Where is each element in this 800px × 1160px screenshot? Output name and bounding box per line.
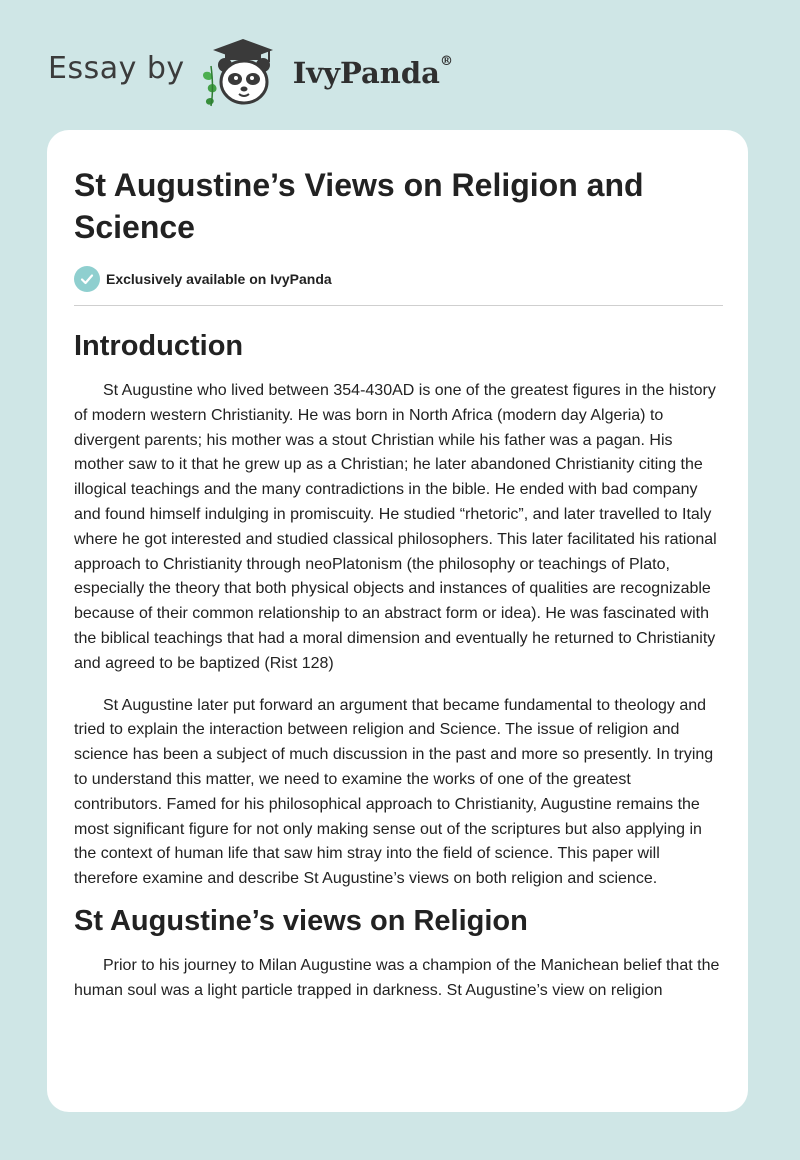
- article-title: St Augustine’s Views on Religion and Science: [74, 167, 644, 245]
- check-icon: [74, 266, 100, 292]
- panda-logo-icon: [199, 36, 289, 108]
- section-heading-introduction: Introduction: [74, 330, 244, 362]
- brand-name: IvyPanda®: [292, 54, 453, 90]
- brand-prefix: Essay by: [48, 50, 185, 86]
- divider: [74, 305, 723, 306]
- exclusive-badge: [74, 266, 723, 292]
- badge-text: Exclusively available on IvyPanda: [106, 271, 332, 287]
- section-heading-religion: St Augustine’s views on Religion: [74, 904, 528, 937]
- paragraph: St Augustine later put forward an argument that became fundamental to theology and tried to explain the interaction between religion and Science. The issue of religion and science has been a subject of much discussion in the past and more so presently. In trying to understand this matter, we need to examine the works of one of the greatest contributors. Famed for his philosophical approach to Christianity, Augustine remains the most significant figure for not only making sense out of the scriptures but also applying in the context of human life that saw him stray into the field of science. This paper will therefore examine and describe St Augustine’s views on both religion and science.: [74, 696, 714, 888]
- registered-mark: ®: [439, 54, 453, 69]
- article-content: [74, 164, 723, 1004]
- brand-header: [48, 36, 453, 108]
- paragraph: St Augustine who lived between 354-430AD is one of the greatest figures in the history of modern western Christianity. He was born in North Africa (modern day Algeria) to divergent parents; his mother was a stout Christian while his father was a pagan. His mother saw to it that he grew up as a Christian; he later abandoned Christianity citing the illogical teachings and the many contradictions in the bible. He ended with bad company and found himself indulging in promiscuity. He studied “rhetoric”, and later travelled to Italy where he got interested and studied classical philosophers. This later facilitated his rational approach to Christianity through neoPlatonism (the philosophy or teachings of Plato, especially the theory that both physical objects and instances of qualities are recognizable because of their common relationship to an abstract form or idea). He was fascinated with the biblical teachings that had a moral dimension and eventually he returned to Christianity and agreed to be baptized (Rist 128): [74, 382, 717, 672]
- paragraph: Prior to his journey to Milan Augustine was a champion of the Manichean belief that the human soul was a light particle trapped in darkness. St Augustine’s view on religion: [74, 956, 720, 999]
- article-card: [47, 130, 748, 1112]
